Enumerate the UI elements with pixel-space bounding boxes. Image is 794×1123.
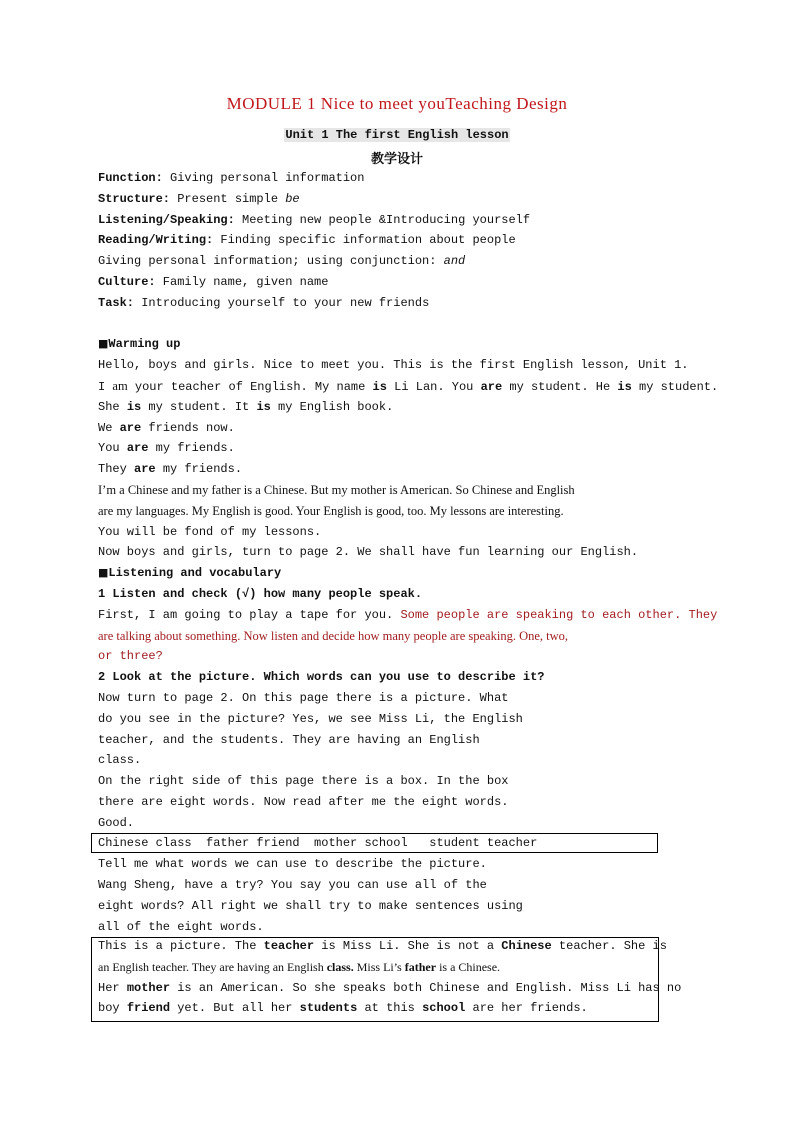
word-box: Chinese class father friend mother school student teacher <box>91 833 658 853</box>
paragraph-line: eight words? All right we shall try to make sentences using <box>98 898 523 913</box>
warming-line: She is my student. It is my English book. <box>98 399 394 414</box>
warming-line: You are my friends. <box>98 441 235 456</box>
meta-structure: Structure: Present simple be <box>98 191 300 206</box>
example-line: This is a picture. The teacher is Miss Li. She is not a Chinese teacher. She is <box>98 939 667 953</box>
meta-reading-writing: Reading/Writing: Finding specific information about people <box>98 233 516 248</box>
example-line: Her mother is an American. So she speaks both Chinese and English. Miss Li has no <box>98 980 682 995</box>
paragraph-line: Tell me what words we can use to describe the picture. <box>98 857 487 872</box>
warming-line: I’m a Chinese and my father is a Chinese. But my mother is American. So Chinese and English <box>98 482 575 497</box>
paragraph-line: teacher, and the students. They are having an English <box>98 732 480 747</box>
unit-heading-text: Unit 1 The first English lesson <box>285 128 509 142</box>
chinese-subtitle: 教学设计 <box>370 152 423 167</box>
paragraph-line: all of the eight words. <box>98 919 264 934</box>
warming-line: Now boys and girls, turn to page 2. We shall have fun learning our English. <box>98 545 639 560</box>
question-1: 1 Listen and check (√) how many people speak. <box>98 586 423 601</box>
question-1-text: or three? <box>98 649 163 664</box>
meta-personal-info: Giving personal information; using conjunction: and <box>98 254 466 269</box>
document-title: MODULE 1 Nice to meet youTeaching Design <box>226 94 568 113</box>
example-line: boy friend yet. But all her students at this school are her friends. <box>98 1001 588 1016</box>
document-body <box>98 168 719 937</box>
square-bullet-icon: ■ <box>98 566 109 580</box>
warming-line: are my languages. My English is good. Your English is good, too. My lessons are interesting. <box>98 503 564 518</box>
meta-task: Task: Introducing yourself to your new friends <box>98 295 430 310</box>
question-1-text: First, I am going to play a tape for you. Some people are speaking to each other. They <box>98 607 718 622</box>
paragraph-line: do you see in the picture? Yes, we see Miss Li, the English <box>98 711 523 726</box>
meta-culture: Culture: Family name, given name <box>98 274 329 289</box>
paragraph-line: class. <box>98 753 142 768</box>
warming-line: Hello, boys and girls. Nice to meet you. This is the first English lesson, Unit 1. <box>98 358 689 373</box>
unit-heading <box>0 128 794 142</box>
warming-up-heading: ■Warming up <box>98 337 181 352</box>
paragraph-line: Wang Sheng, have a try? You say you can use all of the <box>98 878 487 893</box>
example-paragraph-box <box>91 937 682 1022</box>
meta-function: Function: Giving personal information <box>98 171 365 185</box>
paragraph-line: there are eight words. Now read after me the eight words. <box>98 794 509 809</box>
meta-listening-speaking: Listening/Speaking: Meeting new people &Introducing yourself <box>98 212 531 227</box>
paragraph-line: Now turn to page 2. On this page there is a picture. What <box>98 690 509 705</box>
warming-line: I am your teacher of English. My name is Li Lan. You are my student. He is my student. <box>98 378 719 394</box>
question-2: 2 Look at the picture. Which words can you use to describe it? <box>98 670 545 685</box>
warming-line: We are friends now. <box>98 420 235 435</box>
warming-line: They are my friends. <box>98 462 243 477</box>
paragraph-line: Good. <box>98 815 135 830</box>
warming-line: You will be fond of my lessons. <box>98 524 322 539</box>
example-line: an English teacher. They are having an English class. Miss Li’s father is a Chinese. <box>98 959 501 974</box>
listening-heading: ■Listening and vocabulary <box>98 566 282 581</box>
question-1-text: are talking about something. Now listen and decide how many people are speaking. One, two, <box>98 628 569 643</box>
paragraph-line: On the right side of this page there is a box. In the box <box>98 774 509 789</box>
square-bullet-icon: ■ <box>98 337 109 351</box>
